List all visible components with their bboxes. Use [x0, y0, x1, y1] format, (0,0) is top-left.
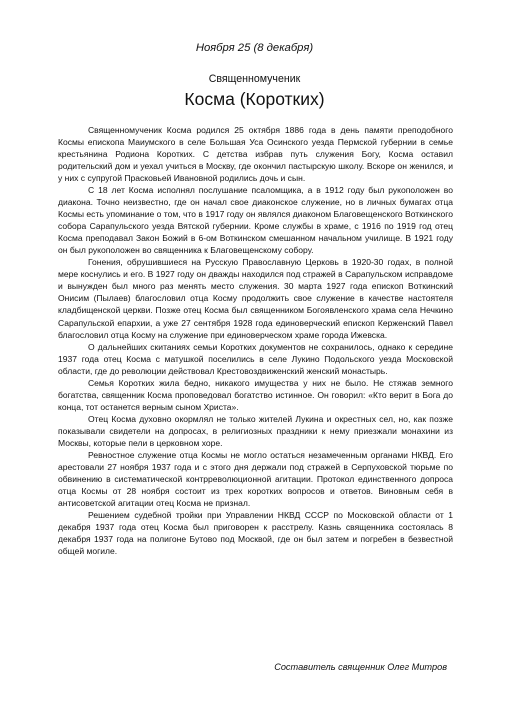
biography-text [58, 124, 453, 557]
author-credit: Составитель священник Олег Митров [274, 662, 447, 672]
page-title: Косма (Коротких) [184, 89, 325, 109]
paragraph-birth: Священномученик Косма родился 25 октября 1886 года в день памяти преподобного Космы епископа Маиумского в селе Большая Уса Осинского уезда Пермской губернии в семье крестьянина Родиона Коротких. С детства избрав путь служения Богу, Косма оставил родительский дом и уехал учиться в Москву, где окончил пастырскую школу. Вскоре он женился, и у них с супругой Прасковьей Ивановной родились дочь и сын. [58, 125, 453, 184]
paragraph-lukino: О дальнейших скитаниях семьи Коротких документов не сохранилось, однако к середине 1937 года отец Косма с матушкой поселились в селе Лукино Подольского уезда Московской области, где до революции действовал Крестовоздвиженский женский монастырь. [58, 341, 453, 376]
paragraph-persecution: Гонения, обрушившиеся на Русскую Православную Церковь в 1920-30 годах, в полной мере коснулись и его. В 1927 году он дважды находился под стражей в Сарапульском исправдоме и вынужден был много раз менять место служения. 30 марта 1927 года епископ Воткинский Онисим (Пылаев) благословил отца Косму продолжить свое служение в качестве настоятеля кладбищенской церкви. Позже отец Косма был священником Богоявленского храма села Нечкино Сарапульской епархии, а уже 27 сентября 1928 года единоверческий епископ Керженский Павел благословил отца Косму на служение при единоверческом храме города Ижевска. [58, 257, 453, 340]
paragraph-ministry: Отец Косма духовно окормлял не только жителей Лукина и окрестных сел, но, как позже показывали свидетели на допросах, в религиозных праздники к нему приезжали монахини из Москвы, которые пели в церковном хоре. [58, 413, 453, 448]
paragraph-poverty: Семья Коротких жила бедно, никакого имущества у них не было. Не стяжав земного богатства, священник Косма проповедовал богатство истинное. Он говорил: «Кто верит в Бога до конца, тот останется верным сыном Христа». [58, 377, 453, 412]
saint-rank: Священномученик [208, 73, 301, 85]
feast-date: Ноября 25 (8 декабря) [195, 42, 314, 54]
paragraph-arrest: Ревностное служение отца Космы не могло остаться незамеченным органами НКВД. Его арестовали 27 ноября 1937 года и с этого дня держали под стражей в Серпуховской тюрьме по обвинению в систематической контрреволюционной агитации. Протокол единственного допроса отца Космы от 28 ноября состоит из трех коротких вопросов и ответов. Виновным себя в антисоветской агитации отец Косма не признал. [58, 449, 453, 508]
paragraph-ordination: С 18 лет Косма исполнял послушание псаломщика, а в 1912 году был рукоположен во диакона. Точно неизвестно, где он начал свое диаконское служение, но в личных бумагах отца Космы есть упоминание о том, что в 1917 году он являлся диаконом Благовещенского Воткинского собора Сарапульского уезда Вятской губернии. Кроме службы в храме, с 1916 по 1919 год отец Косма преподавал Закон Божий в 6-ом Воткинском смешанном начальном училище. В 1921 году он был рукоположен во священника к Благовещенскому собору. [58, 185, 453, 256]
paragraph-execution: Решением судебной тройки при Управлении НКВД СССР по Московской области от 1 декабря 1937 года отец Косма был приговорен к расстрелу. Казнь священника состоялась 8 декабря 1937 года на полигоне Бутово под Москвой, где он был затем и погребен в безвестной общей могиле. [58, 510, 453, 557]
